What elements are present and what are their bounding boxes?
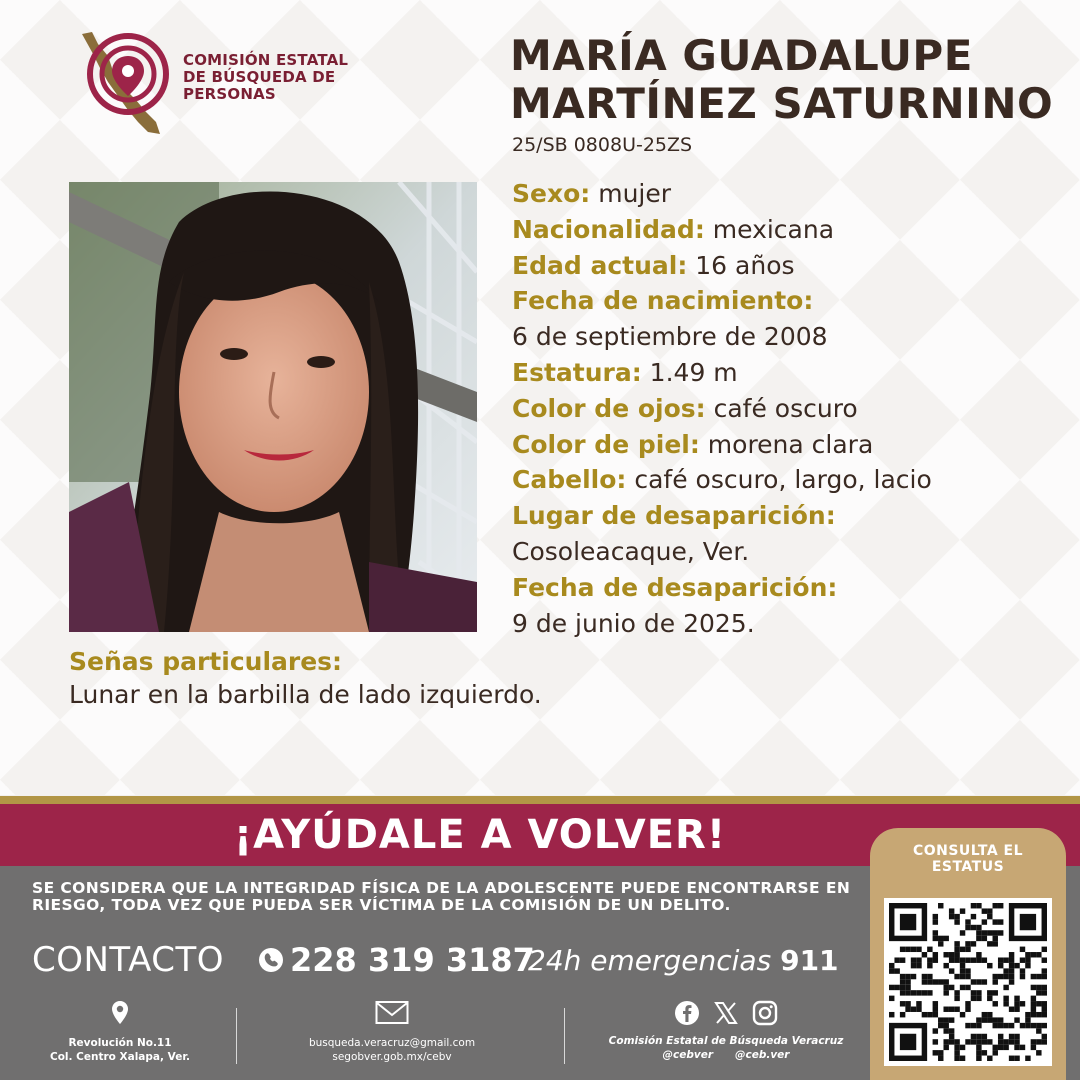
- logo-line-2: DE BÚSQUEDA DE: [183, 68, 336, 86]
- detail-value: mexicana: [704, 214, 835, 244]
- person-photo: [69, 182, 477, 632]
- senas-label: Señas particulares:: [69, 647, 343, 676]
- detail-fecha-value: 9 de junio de 2025.: [512, 608, 755, 638]
- phone-icon: [258, 947, 284, 973]
- qr-code-icon: [889, 903, 1047, 1061]
- address-column: [40, 1000, 200, 1064]
- emergency-text: [528, 944, 839, 977]
- warning-line-2: RIESGO, TODA VEZ QUE PUEDA SER VÍCTIMA DE LA COMISIÓN DE UN DELITO.: [32, 896, 731, 914]
- distinguishing-marks: [69, 645, 769, 711]
- detail-label: Estatura:: [512, 357, 642, 387]
- name-line-2: MARTÍNEZ SATURNINO: [510, 79, 1054, 128]
- address-line-2: Col. Centro Xalapa, Ver.: [50, 1051, 190, 1063]
- warning-text: [32, 880, 872, 914]
- detail-value: café oscuro, largo, lacio: [626, 465, 932, 495]
- detail-cabello: [512, 462, 1052, 498]
- social-name: Comisión Estatal de Búsqueda Veracruz: [608, 1035, 844, 1047]
- detail-edad: [512, 248, 1052, 284]
- banner-title: ¡AYÚDALE A VOLVER!: [233, 812, 727, 858]
- location-pin-icon: [110, 1000, 130, 1026]
- social-icons: [588, 1000, 864, 1028]
- mail-icon: [375, 1000, 409, 1026]
- detail-lugar-value: Cosoleacaque, Ver.: [512, 536, 750, 566]
- instagram-icon[interactable]: [752, 1000, 778, 1026]
- x-icon[interactable]: [713, 1000, 739, 1026]
- detail-label: Sexo:: [512, 179, 591, 208]
- logo-line-3: PERSONAS: [183, 85, 276, 103]
- detail-value: morena clara: [699, 429, 874, 459]
- detail-value: 1.49 m: [641, 357, 738, 387]
- detail-estatura: [512, 355, 1052, 391]
- warning-line-1: SE CONSIDERA QUE LA INTEGRIDAD FÍSICA DE LA ADOLESCENTE PUEDE ENCONTRARSE EN: [32, 879, 851, 897]
- detail-nacionalidad: [512, 212, 1052, 248]
- contact-row: [32, 938, 872, 984]
- phone-number[interactable]: 228 319 3187: [290, 941, 535, 979]
- footer-divider: [236, 1008, 237, 1064]
- detail-value: 16 años: [687, 250, 795, 280]
- social-column: [588, 1000, 864, 1062]
- website-url[interactable]: segobver.gob.mx/cebv: [332, 1051, 452, 1063]
- senas-value: Lunar en la barbilla de lado izquierdo.: [69, 680, 542, 709]
- qr-title: [870, 843, 1066, 875]
- detail-ojos: [512, 391, 1052, 427]
- detail-lugar-label: Lugar de desaparición:: [512, 501, 836, 531]
- detail-label: Nacionalidad:: [512, 214, 705, 244]
- detail-fecha-label: Fecha de desaparición:: [512, 572, 838, 602]
- facebook-icon[interactable]: [674, 1000, 700, 1026]
- email-address[interactable]: busqueda.veracruz@gmail.com: [308, 1037, 476, 1049]
- footer-divider: [564, 1008, 565, 1064]
- logo-text: [183, 52, 348, 103]
- detail-value: mujer: [590, 179, 672, 208]
- gold-divider: [0, 796, 1080, 804]
- detail-label: Color de piel:: [512, 429, 700, 459]
- detail-piel: [512, 427, 1052, 463]
- detail-nacimiento-value: 6 de septiembre de 2008: [512, 322, 828, 352]
- detail-nacimiento-label: Fecha de nacimiento:: [512, 286, 814, 316]
- emergency-number[interactable]: 911: [780, 944, 839, 977]
- qr-title-line-2: ESTATUS: [931, 859, 1005, 875]
- social-handles[interactable]: @cebver @ceb.ver: [662, 1049, 790, 1061]
- detail-label: Color de ojos:: [512, 393, 706, 423]
- emergency-prefix: 24h emergencias: [528, 944, 781, 977]
- case-id: 25/SB 0808U-25ZS: [512, 134, 693, 156]
- name-line-1: MARÍA GUADALUPE: [510, 31, 973, 80]
- logo-line-1: COMISIÓN ESTATAL: [183, 51, 349, 69]
- detail-label: Cabello:: [512, 465, 627, 495]
- detail-label: Edad actual:: [512, 250, 688, 280]
- detail-sexo: [512, 176, 1052, 212]
- detail-value: café oscuro: [705, 393, 858, 423]
- qr-title-line-1: CONSULTA EL: [912, 843, 1024, 859]
- contact-label: CONTACTO: [32, 940, 224, 980]
- details-list: [512, 176, 1052, 641]
- address-line-1: Revolución No.11: [68, 1037, 172, 1049]
- email-column: [280, 1000, 504, 1064]
- qr-code[interactable]: [884, 898, 1052, 1066]
- person-name: [510, 32, 1070, 128]
